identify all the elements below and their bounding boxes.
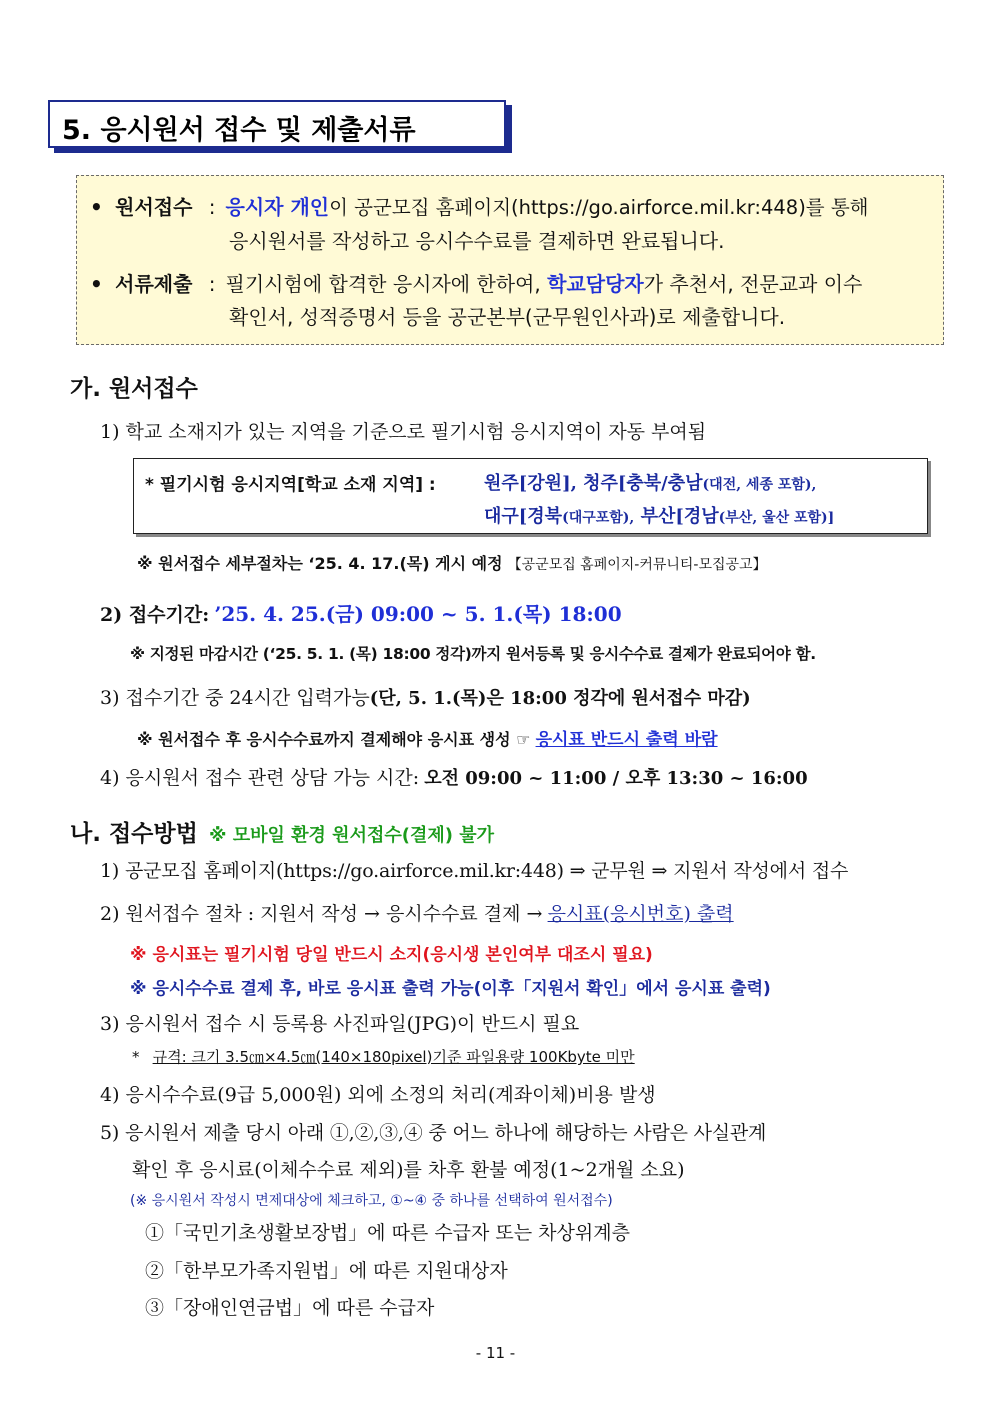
summary-highlight: 응시자 개인 <box>225 195 330 219</box>
subsection-heading-row <box>70 815 494 848</box>
bullet: • <box>90 272 103 296</box>
summary-sep: : <box>208 195 216 219</box>
red-notice: ※ 응시표는 필기시험 당일 반드시 소지(응시생 본인여부 대조시 필요) <box>130 945 653 965</box>
exemption-item: ②「한부모가족지원법」에 따른 지원대상자 <box>145 1260 508 1282</box>
summary-item-2 <box>90 268 862 297</box>
list-item: 5) 응시원서 제출 당시 아래 ①,②,③,④ 중 어느 하나에 해당하는 사람은 사실관계 <box>100 1122 767 1144</box>
section-title: 5. 응시원서 접수 및 제출서류 <box>62 115 416 146</box>
summary-sep: : <box>208 272 216 296</box>
exemption-item: ③「장애인연금법」에 따른 수급자 <box>145 1297 435 1319</box>
photo-spec <box>132 1046 635 1067</box>
region-line-2 <box>484 502 834 528</box>
payment-note <box>137 725 718 750</box>
list-item-label: 2) 접수기간: <box>100 604 210 626</box>
section-title-box <box>48 100 506 148</box>
summary-label: 서류제출 <box>115 272 193 296</box>
notice-text: ※ 원서접수 세부절차는 ‘25. 4. 17.(목) 게시 예정 <box>137 554 503 573</box>
list-item <box>100 683 751 710</box>
list-item-text: 2) 원서접수 절차 : 지원서 작성 → 응시수수료 결제 → <box>100 903 543 925</box>
summary-text: 응시원서를 작성하고 응시수수료를 결제하면 완료됩니다. <box>229 229 725 253</box>
region-line-1 <box>484 469 816 495</box>
region-text: 부산[경남 <box>640 506 719 527</box>
list-item-text: 4) 응시원서 접수 관련 상담 가능 시간: <box>100 767 420 789</box>
print-ticket-note: 응시표 반드시 출력 바람 <box>535 730 718 750</box>
exemption-item: ①「국민기초생활보장법」에 따른 수급자 또는 차상위계층 <box>145 1222 630 1244</box>
list-item-emphasis: (단, 5. 1.(목)은 18:00 정각에 원서접수 마감) <box>369 688 751 709</box>
region-text: (부산, 울산 포함)] <box>718 510 835 526</box>
list-item: 4) 응시수수료(9급 5,000원) 외에 소정의 처리(계좌이체)비용 발생 <box>100 1084 656 1106</box>
notice-line <box>137 551 767 574</box>
region-text: (대구포함), <box>562 510 635 526</box>
list-item: 1) 학교 소재지가 있는 지역을 기준으로 필기시험 응시지역이 자동 부여됨 <box>100 421 707 443</box>
ticket-print-step: 응시표(응시번호) 출력 <box>547 903 734 925</box>
list-item <box>100 763 808 790</box>
application-period: ’25. 4. 25.(금) 09:00 ~ 5. 1.(목) 18:00 <box>214 602 622 626</box>
summary-text: 확인서, 성적증명서 등을 공군본부(군무원인사과)로 제출합니다. <box>229 305 786 329</box>
summary-text: 필기시험에 합격한 응시자에 한하여, <box>225 272 541 296</box>
blue-notice: ※ 응시수수료 결제 후, 바로 응시표 출력 가능(이후「지원서 확인」에서 응시표 출력) <box>130 979 771 999</box>
consult-hours: 오전 09:00 ~ 11:00 / 오후 13:30 ~ 16:00 <box>424 768 808 789</box>
deadline-note: ※ 지정된 마감시간 (‘25. 5. 1. (목) 18:00 정각)까지 원서등록 및 응시수수료 결제가 완료되어야 함. <box>130 645 816 663</box>
exemption-note: (※ 응시원서 작성시 면제대상에 체크하고, ①~④ 중 하나를 선택하여 원서접수) <box>130 1193 613 1209</box>
subsection-heading: 나. 접수방법 <box>70 821 198 847</box>
spec-text: 규격: 크기 3.5㎝×4.5㎝(140×180pixel)기준 파일용량 100Kbyte 미만 <box>152 1048 635 1066</box>
mobile-note: ※ 모바일 환경 원서접수(결제) 불가 <box>208 825 494 846</box>
payment-note-text: ※ 원서접수 후 응시수수료까지 결제해야 응시표 생성 ☞ <box>137 730 531 749</box>
summary-label: 원서접수 <box>115 195 193 219</box>
page-number: - 11 - <box>475 1344 516 1362</box>
region-text: (대전, 세종 포함), <box>702 477 817 493</box>
summary-highlight: 학교담당자 <box>547 272 644 296</box>
summary-text: 이 공군모집 홈페이지(https://go.airforce.mil.kr:448)를 통해 <box>329 196 869 219</box>
region-label-text: * 필기시험 응시지역[학교 소재 지역] : <box>145 475 436 495</box>
list-item-continued: 확인 후 응시료(이체수수료 제외)를 차후 환불 예정(1~2개월 소요) <box>132 1159 685 1181</box>
list-item-text: 3) 접수기간 중 24시간 입력가능 <box>100 687 370 709</box>
spec-mark: * <box>132 1048 140 1066</box>
subsection-heading: 가. 원서접수 <box>70 376 198 402</box>
bullet: • <box>90 195 103 219</box>
region-text: 원주[강원], 청주[충북/충남 <box>484 473 703 494</box>
list-item <box>100 598 622 627</box>
list-item: 3) 응시원서 접수 시 등록용 사진파일(JPG)이 반드시 필요 <box>100 1013 580 1035</box>
region-label <box>145 470 436 495</box>
region-text: 대구[경북 <box>484 506 563 527</box>
list-item <box>100 899 734 926</box>
summary-item-1 <box>90 191 869 220</box>
summary-text: 가 추천서, 전문교과 이수 <box>643 272 863 296</box>
list-item: 1) 공군모집 홈페이지(https://go.airforce.mil.kr:448) ⇒ 군무원 ⇒ 지원서 작성에서 접수 <box>100 860 849 882</box>
notice-source: 【공군모집 홈페이지-커뮤니티-모집공고】 <box>507 557 767 573</box>
